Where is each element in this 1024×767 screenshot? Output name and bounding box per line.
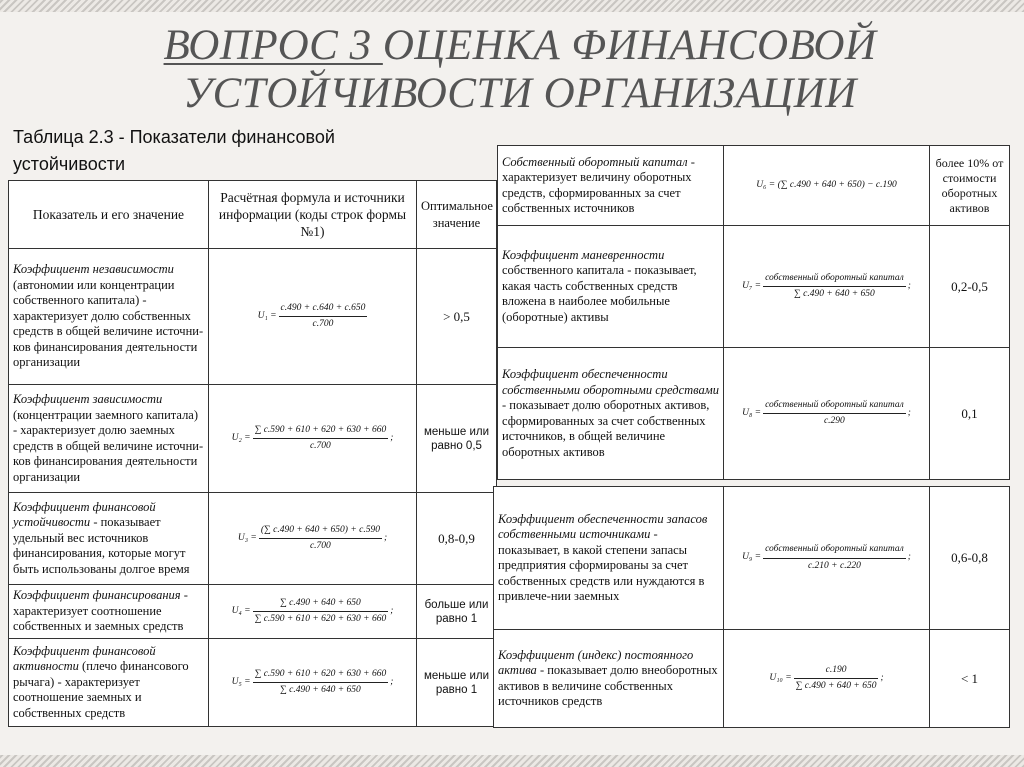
optimal-value: > 0,5 (417, 249, 497, 385)
table-row (498, 146, 1010, 226)
formula-numerator: ∑ с.590 + 610 + 620 + 630 + 660 (253, 667, 389, 684)
title-line2: УСТОЙЧИВОСТИ ОРГАНИЗАЦИИ (183, 70, 857, 117)
table-row (9, 385, 497, 493)
formula-tail: ; (390, 676, 394, 687)
table-row (9, 249, 497, 385)
optimal-value: более 10% от стоимости оборотных активов (930, 146, 1010, 226)
formula-numerator: ∑ с.590 + 610 + 620 + 630 + 660 (253, 423, 389, 440)
indicator-name: Коэффициент обеспеченности собственными оборотными средствами (502, 367, 719, 397)
formula-denominator: с.290 (823, 416, 845, 426)
formula-lhs: U₁ = (257, 310, 277, 321)
formula-lhs: U₅ = (231, 676, 251, 687)
formula-denominator: с.210 + с.220 (807, 560, 861, 571)
optimal-value: больше или равно 1 (417, 585, 497, 639)
formula-denominator: с.700 (312, 319, 334, 329)
title-line1: ОЦЕНКА ФИНАНСОВОЙ (382, 22, 877, 69)
optimal-value: 0,8-0,9 (417, 493, 497, 585)
formula-denominator: ∑ с.490 + 640 + 650 (279, 685, 361, 695)
formula-lhs: U₉ = (742, 552, 762, 563)
slide-title (130, 22, 910, 118)
formula-denominator: ∑ с.490 + 640 + 650 (793, 289, 875, 299)
top-stripe (0, 0, 1024, 12)
formula-denominator: с.700 (309, 441, 331, 451)
formula-tail: ; (383, 532, 388, 543)
formula-tail: ; (390, 605, 394, 616)
indicator-desc: (концентрации заемного капитала) - характеризует долю заемных средств в общей величине источни-ков финансирования деятельности организации (13, 407, 204, 484)
table-row (494, 630, 1010, 728)
indicator-desc: собственного капитала - показывает, какая часть собственных средств вложена в наиболее мобильные (оборотные) активы (502, 263, 697, 324)
table-caption: Таблица 2.3 - Показатели финансовой устойчивости (13, 127, 335, 174)
indicator-name: Коэффициент финансирования (13, 588, 181, 603)
formula-tail: ; (390, 432, 394, 443)
header-optimal: Оптимальное значение (417, 181, 497, 249)
formula-denominator: ∑ с.490 + 640 + 650 (795, 681, 877, 691)
table-row (498, 226, 1010, 348)
indicator-desc: - показывает удельный вес источников финансирования, которые могут быть использованы долгое время (13, 515, 190, 576)
indicator-desc: - показывает, в какой степени запасы предприятия сформированы за счет собственных средств или нуждаются в привлече-нии заемных (498, 527, 705, 603)
formula-numerator: собственный оборотный капитал (763, 542, 906, 559)
optimal-value: 0,2-0,5 (930, 226, 1010, 348)
indicator-desc: (автономии или концентрации собственного капитала) - характеризует долю собственных средств в общей величине источни-ков финансирования деятельности организации (13, 277, 204, 370)
formula-lhs: U₃ = (237, 532, 257, 543)
indicator-name: Коэффициент (индекс) постоянного актива (498, 647, 694, 677)
formula-lhs: U₈ = (742, 407, 762, 418)
indicator-desc: (плечо финансового рычага) - характеризует соотношение заемных и собственных средств (13, 659, 189, 720)
left-indicators-table (8, 180, 497, 727)
formula-lhs: U₁₀ = (769, 672, 792, 683)
title-question-number: ВОПРОС 3 (163, 22, 383, 69)
table-row (494, 487, 1010, 630)
formula-tail: ; (880, 672, 884, 683)
formula-numerator: собственный оборотный капитал (763, 398, 906, 415)
formula: U₆ = (∑ с.490 + 640 + 650) − с.190 (724, 146, 930, 226)
optimal-value: 0,6-0,8 (930, 487, 1010, 630)
table-row (498, 348, 1010, 480)
formula-tail: ; (907, 280, 911, 291)
indicator-name: Коэффициент обеспеченности запасов собственными источниками (498, 511, 708, 541)
formula-denominator: ∑ с.590 + 610 + 620 + 630 + 660 (254, 614, 387, 624)
indicator-name: Коэффициент зависимости (13, 392, 163, 406)
formula-numerator: с.490 + с.640 + с.650 (279, 301, 368, 318)
indicator-name: Коэффициент финансовой активности (13, 643, 156, 674)
right-indicators-table-top (497, 145, 1010, 480)
indicator-desc: - показывает долю внеоборотных активов в величине собственных источников средств (498, 663, 718, 708)
formula-lhs: U₂ = (231, 432, 251, 443)
optimal-value: 0,1 (930, 348, 1010, 480)
indicator-name: Коэффициент маневренности (502, 247, 665, 262)
indicator-name: Коэффициент независимости (13, 262, 174, 277)
optimal-value: меньше или равно 0,5 (417, 385, 497, 493)
table-row (9, 639, 497, 727)
formula-numerator: с.190 (794, 663, 879, 680)
right-indicators-table-bottom (493, 486, 1010, 728)
formula-numerator: (∑ с.490 + 640 + 650) + с.590 (259, 523, 382, 540)
formula-tail: ; (907, 407, 911, 418)
formula-lhs: U₄ = (231, 605, 251, 616)
indicator-name: Коэффициент финансовой устойчивости (13, 499, 156, 530)
table-row (9, 585, 497, 639)
formula-denominator: с.700 (309, 541, 331, 551)
optimal-value: < 1 (930, 630, 1010, 728)
formula-numerator: собственный оборотный капитал (763, 271, 906, 288)
indicator-desc: - характеризует величину оборотных средств, сформированных за счет собственных источников (502, 154, 695, 215)
table-row (9, 493, 497, 585)
header-formula: Расчётная формула и источники информации (коды строк формы №1) (209, 181, 417, 249)
header-indicator: Показатель и его значение (9, 181, 209, 249)
bottom-stripe (0, 755, 1024, 767)
formula-lhs: U₇ = (742, 280, 762, 291)
indicator-desc: - показывает долю оборотных активов, сформированных за счет собственных источников, в общей величине оборотных активов (502, 398, 710, 459)
indicator-name: Собственный оборотный капитал (502, 154, 688, 169)
indicator-desc: - характеризует соотношение собственных и заемных средств (13, 588, 188, 634)
formula-numerator: ∑ с.490 + 640 + 650 (253, 596, 389, 613)
formula-tail: ; (907, 552, 911, 563)
optimal-value: меньше или равно 1 (417, 639, 497, 727)
